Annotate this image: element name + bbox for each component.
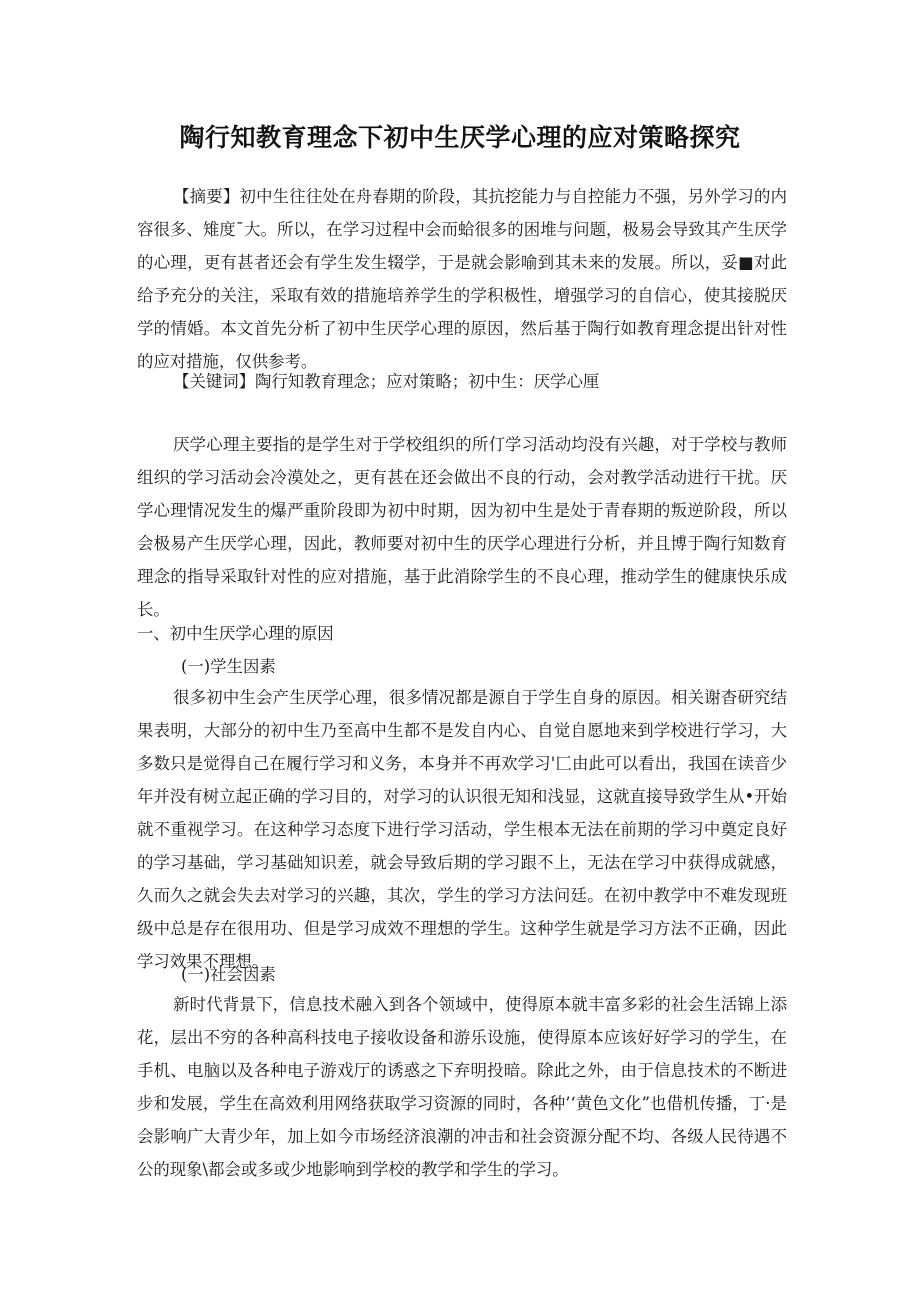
keywords-label: 【关键词】 bbox=[173, 372, 256, 391]
abstract-paragraph bbox=[137, 180, 787, 378]
document-title: 陶行知教育理念下初中生厌学心理的应对策略探究 bbox=[179, 123, 741, 152]
abstract-text: 初中生往往处在舟春期的阶段，其抗挖能力与自控能力不强，另外学习的内容很多、雉度ˉ大。所以，在学习过程中会而蛤很多的困堆与问题，极易会导致其产生厌学的心理，更有甚者还会有学生发生辍学，于是就会影喻到其未来的发展。所以，妥■对此给予充分的关注，采取有效的措施培养学生的学积极性，增强学习的自信心，使其接脱厌学的情婚。本文首先分析了初中生厌学心理的原因，然后基于陶行如教育理念提出针对性的应对措施，仅供参考。 bbox=[137, 187, 788, 371]
keywords-text: 陶行知教育理念；应对策略；初中生：厌学心厘 bbox=[255, 372, 600, 391]
abstract-label: 【摘要】 bbox=[173, 187, 240, 206]
subsection-heading-social: (一)社会因素 bbox=[181, 965, 276, 984]
social-factors-paragraph: 新时代背景下，信息技术融入到各个领域中，使得原本就丰富多彩的社会生活锦上添花，层出不穷的各种高科技电子接收设备和游乐设施，使得原本应该好好学习的学生，在手机、电脑以及各种电子游戏厅的诱惑之下弃明投暗。除此之外，由于信息技术的不断进步和发展，学生在高效利用网络获取学习资源的同时，各种’‘黄色文化”也借机传播，丁·是会影响广大青少年，加上如今市场经济浪潮的冲击和社会资源分配不均、各级人民待遇不公的现象\都会或多或少地影响到学校的教学和学生的学习。 bbox=[137, 995, 787, 1179]
subsection-heading-student: (一)学生因素 bbox=[181, 657, 276, 676]
student-factors-paragraph: 很多初中生会产生厌学心理，很多情况都是源自于学生自身的原因。相关谢杳研究结果表明，大部分的初中生乃至高中生都不是发自内心、自觉自愿地来到学校进行学习，大多数只是觉得自己在履行学习和义务，本身并不再欢学习'匚由此可以看出，我国在读音少年并没有树立起正确的学习目的，对学习的认识很无知和浅显，这就直接导致学生从•开始就不重视学习。在这种学习态度下进行学习活动，学生根本无法在前期的学习中奠定良好的学习基础，学习基础知识差，就会导致后期的学习跟不上，无法在学习中获得成就感，久而久之就会失去对学习的兴趣，其次，学生的学习方法问廷。在初中教学中不难发现班级中总是存在很用功、但是学习成效不理想的学生。这种学生就是学习方法不正确，因此学习效果不理想。 bbox=[137, 688, 787, 971]
section-heading: 一、初中生厌学心理的原因 bbox=[137, 624, 334, 643]
keywords-paragraph bbox=[137, 365, 787, 398]
intro-paragraph: 厌学心理主要指的是学生对于学校组织的所仃学习活动均没有兴趣，对于学校与教师组织的学习活动会冷漠处之，更有甚在还会做出不良的行动，会对教学活动进行干扰。厌学心理情况发生的爆严重阶段即为初中时期，因为初中生是处于青春期的叛逆阶段，所以会极易产生厌学心理，因此，教师要对初中生的厌学心理进行分析，并且博于陶行知数育理念的指导采取针对性的应对措施，基于此消除学生的不良心理，推动学生的健康快乐成长。 bbox=[137, 435, 787, 619]
